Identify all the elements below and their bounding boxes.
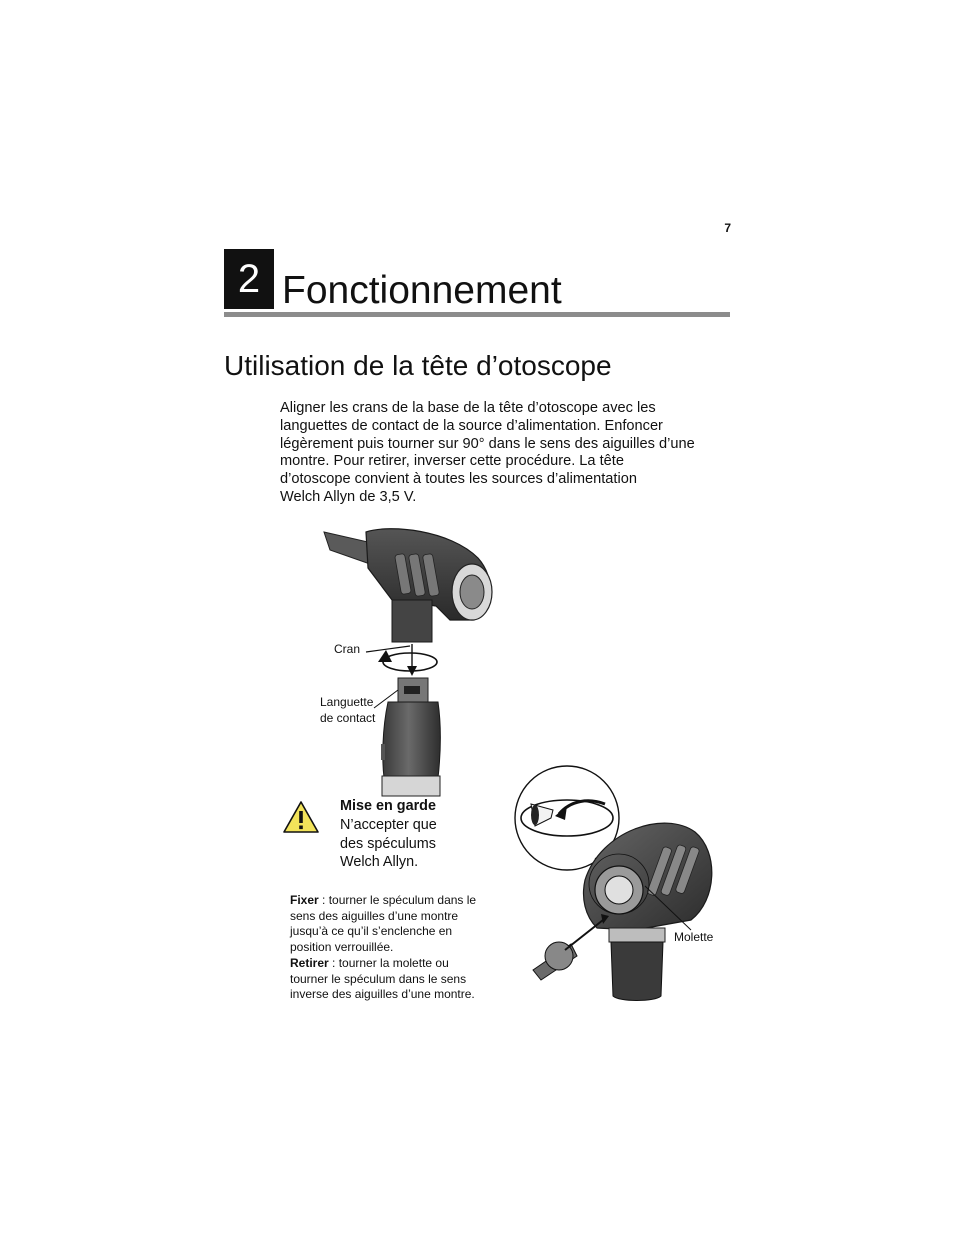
caution-line: des spéculums bbox=[340, 835, 436, 852]
fixer-text: position verrouillée. bbox=[290, 940, 394, 955]
caution-title: Mise en garde bbox=[340, 798, 436, 814]
caution-text bbox=[340, 816, 437, 872]
label-languette: Languette bbox=[320, 695, 374, 709]
retirer-text: : tourner la molette ou bbox=[328, 955, 449, 970]
fixer-label: Fixer bbox=[290, 893, 319, 907]
body-line: d’otoscope convient à toutes les sources d’alimentation bbox=[280, 471, 637, 488]
body-line: montre. Pour retirer, inverser cette procédure. La tête bbox=[280, 453, 624, 470]
speculum-attach-illustration bbox=[505, 760, 745, 1010]
fixer-text: sens des aiguilles d’une montre bbox=[290, 908, 459, 923]
caution-line: Welch Allyn. bbox=[340, 854, 419, 871]
retirer-text: inverse des aiguilles d’une montre. bbox=[290, 987, 475, 1002]
body-line: Aligner les crans de la base de la tête d’otoscope avec les bbox=[280, 400, 656, 416]
chapter-number-box: 2 bbox=[224, 249, 274, 309]
body-line: légèrement puis tourner sur 90° dans le sens des aiguilles d’une bbox=[280, 435, 695, 452]
section-title: Utilisation de la tête d’otoscope bbox=[224, 350, 612, 381]
label-cran: Cran bbox=[334, 642, 361, 656]
fixer-text: jusqu’à ce qu’il s’enclenche en bbox=[290, 924, 453, 939]
chapter-title: Fonctionnement bbox=[282, 269, 562, 312]
body-line: languettes de contact de la source d’alimentation. Enfoncer bbox=[280, 417, 663, 434]
otoscope-attach-illustration bbox=[300, 520, 520, 800]
body-paragraph bbox=[280, 400, 735, 507]
page-number: 7 bbox=[724, 221, 731, 235]
chapter-rule bbox=[224, 312, 730, 317]
retirer-label: Retirer bbox=[290, 955, 329, 970]
warning-triangle-icon bbox=[282, 800, 320, 834]
label-de-contact: de contact bbox=[320, 711, 376, 725]
retirer-text: tourner le spéculum dans le sens bbox=[290, 971, 467, 986]
caution-line: N’accepter que bbox=[340, 817, 437, 833]
fixer-text: : tourner le spéculum dans le bbox=[318, 893, 477, 907]
label-molette: Molette bbox=[674, 930, 714, 944]
speculum-instructions bbox=[290, 893, 490, 1003]
body-line: Welch Allyn de 3,5 V. bbox=[280, 488, 417, 505]
